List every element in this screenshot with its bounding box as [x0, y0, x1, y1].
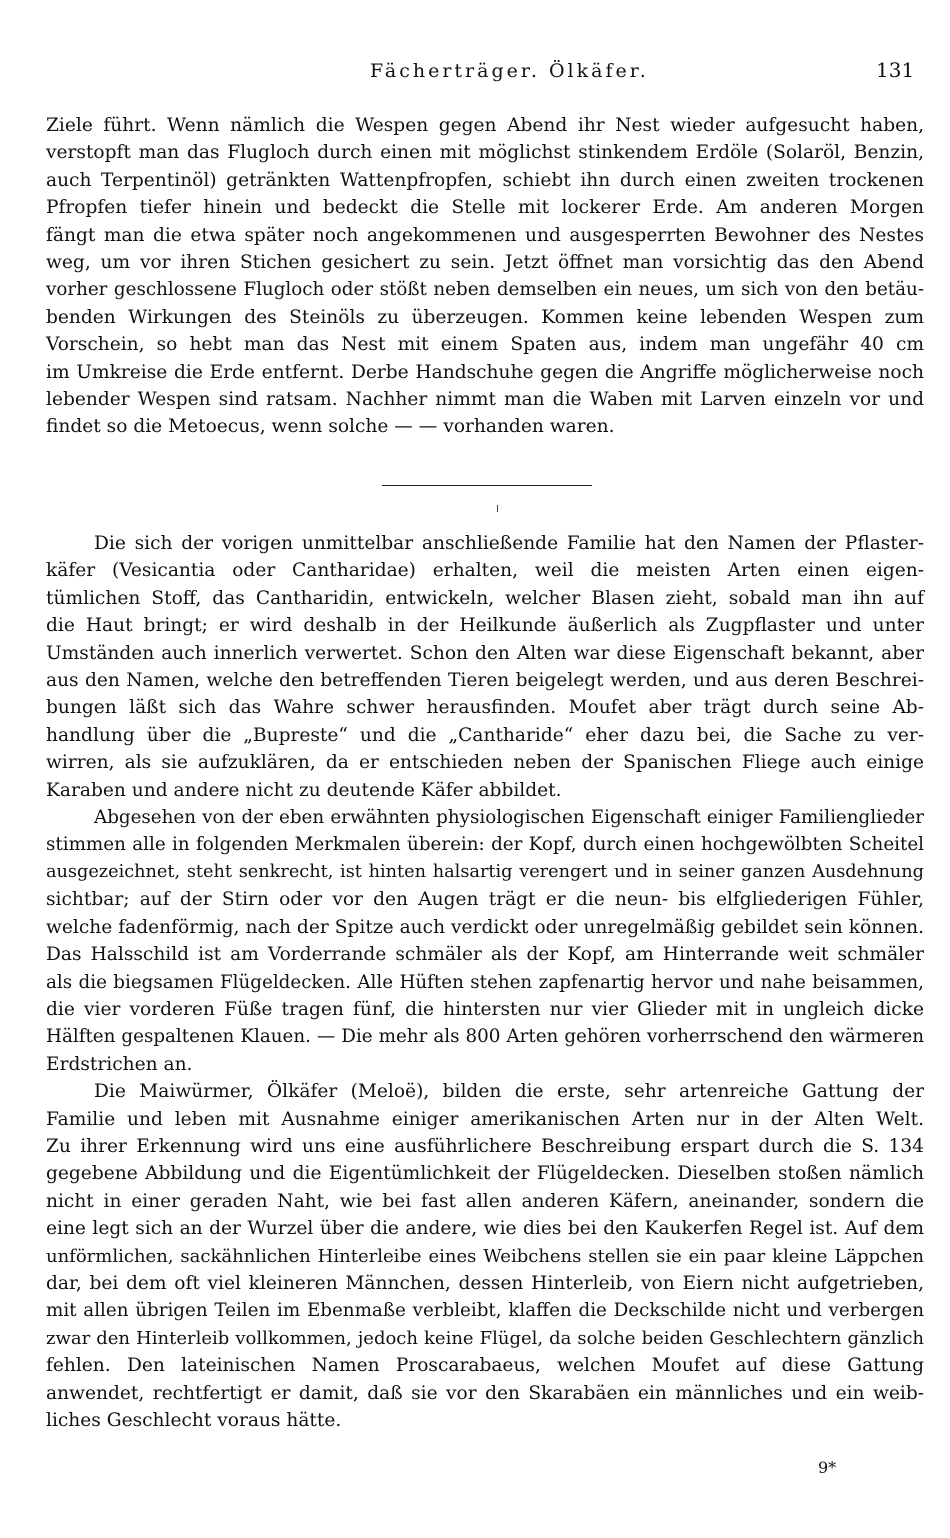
paragraph-line: bungen läßt sich das Wahre schwer herausfinden. Moufet aber trägt durch seine Ab- [46, 697, 924, 719]
paragraph-line: zwar den Hinterleib vollkommen, jedoch keine Flügel, da solche beiden Geschlechtern gänzlich [46, 1327, 924, 1349]
paragraph-line: Erdstrichen an. [46, 1053, 193, 1075]
divider-mark [497, 505, 498, 512]
paragraph-line: Die Maiwürmer, Ölkäfer (Meloë), bilden die erste, sehr artenreiche Gattung der [94, 1081, 924, 1103]
paragraph-line: anwendet, rechtfertigt er damit, daß sie vor den Skarabäen ein männliches und ein weib- [46, 1382, 924, 1404]
paragraph-line: ausgezeichnet, steht senkrecht, ist hinten halsartig verengert und in seiner ganzen Ausdehnung [46, 861, 924, 882]
paragraph-line: fehlen. Den lateinischen Namen Proscarabaeus, welchen Moufet auf diese Gattung [46, 1355, 924, 1377]
paragraph-line: nicht in einer geraden Naht, wie bei fast allen anderen Käfern, aneinander, sondern die [46, 1190, 924, 1212]
paragraph-line: eine legt sich an der Wurzel über die andere, wie dies bei den Kaukerfen Regel ist. Auf dem [46, 1218, 924, 1240]
text-line: Vorschein, so hebt man das Nest mit einem Spaten aus, indem man ungefähr 40 cm [46, 334, 924, 356]
paragraph-line: die Haut bringt; er wird deshalb in der Heilkunde äußerlich als Zugpflaster und unter [46, 615, 924, 637]
paragraph-line: Familie und leben mit Ausnahme einiger amerikanischen Arten nur in der Alten Welt. [46, 1108, 924, 1130]
section-family-text [46, 530, 924, 1434]
section-continuation-text [46, 112, 924, 441]
running-head: Fächerträger. Ölkäfer. [370, 60, 649, 82]
paragraph-line: mit allen übrigen Teilen im Ebenmaße verbleibt, klaffen die Deckschilde nicht und verbergen [46, 1300, 924, 1322]
text-line: verstopft man das Flugloch durch einen mit möglichst stinkendem Erdöle (Solaröl, Benzin, [46, 142, 924, 164]
paragraph-line: Hälften gespaltenen Klauen. — Die mehr als 800 Arten gehören vorherrschend den wärmeren [46, 1026, 924, 1048]
text-line: lebender Wespen sind ratsam. Nachher nimmt man die Waben mit Larven einzeln vor und [46, 389, 924, 411]
text-line: vorher geschlossene Flugloch oder stößt neben demselben ein neues, um sich von den betäu- [46, 279, 924, 301]
paragraph-line: tümlichen Stoff, das Cantharidin, entwickeln, welcher Blasen zieht, sobald man ihn auf [46, 587, 924, 609]
printer-signature: 9* [818, 1458, 837, 1477]
paragraph-line: welche fadenförmig, nach der Spitze auch verdickt oder unregelmäßig gebildet sein können. [46, 916, 924, 938]
paragraph-line: handlung über die „Bupreste“ und die „Cantharide“ eher dazu bei, die Sache zu ver- [46, 724, 924, 746]
paragraph-line: Abgesehen von der eben erwähnten physiologischen Eigenschaft einiger Familienglieder [94, 807, 924, 829]
paragraph-line: aus den Namen, welche den betreffenden Tieren beigelegt werden, und aus deren Beschrei- [46, 670, 924, 692]
paragraph-line: liches Geschlecht voraus hätte. [46, 1410, 342, 1431]
paragraph-line: Karaben und andere nicht zu deutende Käfer abbildet. [46, 779, 562, 801]
paragraph-line: die vier vorderen Füße tragen fünf, die hintersten nur vier Glieder mit in ungleich dicke [46, 998, 924, 1020]
paragraph-line: stimmen alle in folgenden Merkmalen überein: der Kopf, durch einen hochgewölbten Scheitel [46, 834, 924, 856]
section-divider [382, 485, 592, 486]
paragraph-line: unförmlichen, sackähnlichen Hinterleibe eines Weibchens stellen sie ein paar kleine Läppchen [46, 1245, 924, 1267]
text-line: weg, um vor ihren Stichen gesichert zu sein. Jetzt öffnet man vorsichtig das den Abend [46, 252, 924, 274]
text-line: Pfropfen tiefer hinein und bedeckt die Stelle mit lockerer Erde. Am anderen Morgen [46, 197, 924, 219]
paragraph-line: gegebene Abbildung und die Eigentümlichkeit der Flügeldecken. Dieselben stoßen nämlich [46, 1163, 924, 1185]
text-line: benden Wirkungen des Steinöls zu überzeugen. Kommen keine lebenden Wespen zum [46, 306, 924, 328]
paragraph-line: sichtbar; auf der Stirn oder vor den Augen trägt er die neun- bis elfgliederigen Fühler, [46, 889, 924, 911]
text-line: findet so die Metoecus, wenn solche — — vorhanden waren. [46, 416, 615, 438]
paragraph-line: Umständen auch innerlich verwertet. Schon den Alten war diese Eigenschaft bekannt, aber [46, 642, 924, 664]
page-number: 131 [876, 58, 915, 82]
text-line: Ziele führt. Wenn nämlich die Wespen gegen Abend ihr Nest wieder aufgesucht haben, [46, 115, 924, 136]
paragraph-line: als die biegsamen Flügeldecken. Alle Hüften stehen zapfenartig hervor und nahe beisammen, [46, 971, 924, 993]
text-line: fängt man die etwa später noch angekommenen und ausgesperrten Bewohner des Nestes [46, 224, 924, 246]
paragraph-line: Zu ihrer Erkennung wird uns eine ausführlichere Beschreibung erspart durch die S. 134 [46, 1135, 924, 1157]
paragraph-line: dar, bei dem oft viel kleineren Männchen, dessen Hinterleib, von Eiern nicht aufgetrieben, [46, 1272, 924, 1294]
paragraph-line: wirren, als sie aufzuklären, da er entschieden neben der Spanischen Fliege auch einige [46, 752, 924, 774]
paragraph-line: Das Halsschild ist am Vorderrande schmäler als der Kopf, am Hinterrande weit schmäler [46, 944, 924, 966]
paragraph-line: käfer (Vesicantia oder Cantharidae) erhalten, weil die meisten Arten einen eigen- [46, 560, 924, 582]
paragraph-line: Die sich der vorigen unmittelbar anschließende Familie hat den Namen der Pflaster- [94, 533, 924, 554]
text-line: im Umkreise die Erde entfernt. Derbe Handschuhe gegen die Angriffe möglicherweise noch [46, 361, 924, 383]
text-line: auch Terpentinöl) getränkten Wattenpfropfen, schiebt ihn durch einen zweiten trockenen [46, 169, 924, 191]
